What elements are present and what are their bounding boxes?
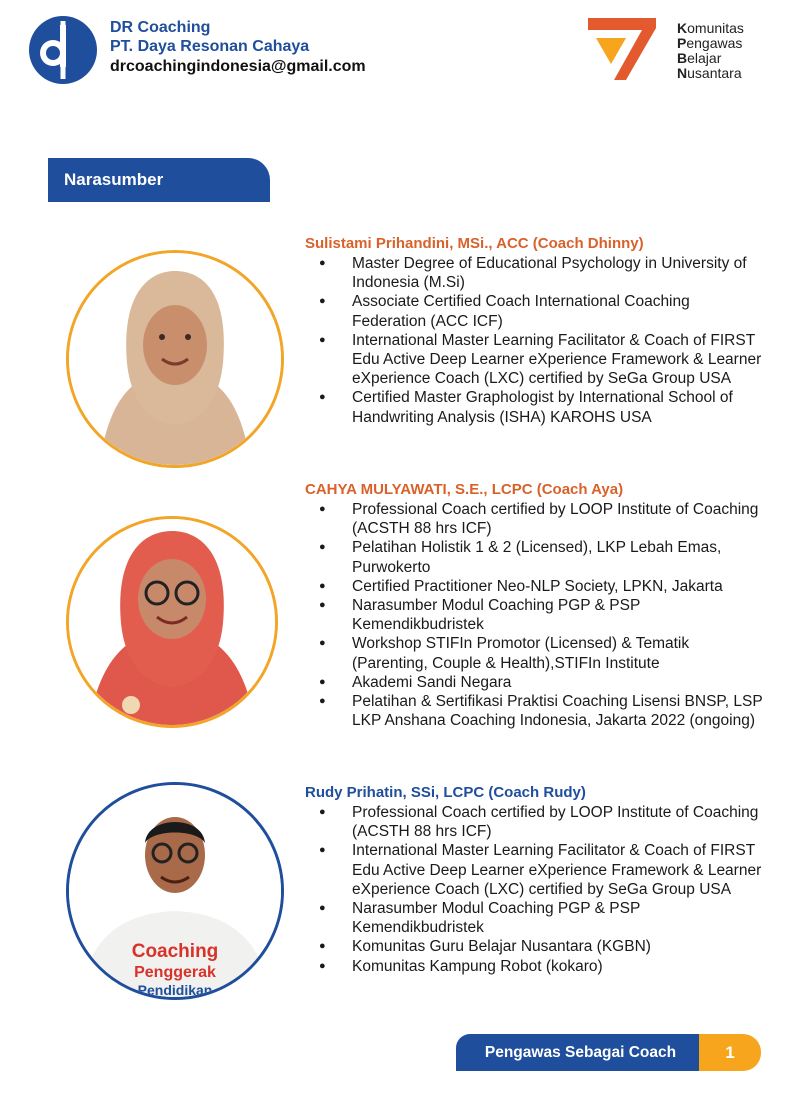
- org-company: PT. Daya Resonan Cahaya: [110, 38, 310, 55]
- kpbn-logo: [586, 16, 658, 82]
- shirt-text-3: Pendidikan: [137, 982, 213, 997]
- partner-line-2: Pengawas: [677, 35, 743, 51]
- speaker-3-photo: [66, 782, 284, 1000]
- speaker-2-name: CAHYA MULYAWATI, S.E., LCPC (Coach Aya): [305, 481, 624, 498]
- speaker-1-name: Sulistami Prihandini, MSi., ACC (Coach Dhinny): [305, 235, 644, 252]
- list-item: ● Associate Certified Coach International Coaching Federation (ACC ICF): [305, 292, 765, 330]
- list-item: ● Certified Practitioner Neo-NLP Society, LPKN, Jakarta: [305, 577, 765, 596]
- shirt-text-1: Coaching: [131, 941, 219, 962]
- list-item: ● Professional Coach certified by LOOP Institute of Coaching (ACSTH 88 hrs ICF): [305, 500, 765, 538]
- list-item: ● Narasumber Modul Coaching PGP & PSP Kemendikbudristek: [305, 899, 765, 937]
- partner-line-4: Nusantara: [677, 65, 742, 81]
- footer-bar: [456, 1034, 761, 1071]
- dr-coaching-logo: [26, 15, 100, 85]
- org-email: drcoachingindonesia@gmail.com: [110, 58, 366, 75]
- speaker-3-credentials: [305, 803, 765, 976]
- list-item: ● Narasumber Modul Coaching PGP & PSP Kemendikbudristek: [305, 596, 765, 634]
- partner-line-1: Komunitas: [677, 20, 744, 36]
- list-item: ● Certified Master Graphologist by International School of Handwriting Analysis (ISHA) KAROHS USA: [305, 388, 765, 426]
- section-label: Narasumber: [48, 158, 270, 202]
- speaker-2-credentials: [305, 500, 765, 730]
- list-item: ● Workshop STIFIn Promotor (Licensed) & Tematik (Parenting, Couple & Health),STIFIn Institute: [305, 634, 765, 672]
- list-item: ● Komunitas Guru Belajar Nusantara (KGBN): [305, 937, 765, 956]
- list-item: ● International Master Learning Facilitator & Coach of FIRST Edu Active Deep Learner eXperience Framework & Learner eXperience Coach (LXC) certified by SeGa Group USA: [305, 331, 765, 389]
- list-item: ● Komunitas Kampung Robot (kokaro): [305, 957, 765, 976]
- speaker-1-credentials: [305, 254, 765, 427]
- speaker-2-photo: [66, 516, 278, 728]
- org-name: DR Coaching: [110, 19, 211, 36]
- shirt-text-2: Penggerak: [134, 964, 216, 981]
- speaker-1-photo: [66, 250, 284, 468]
- footer-label: Pengawas Sebagai Coach: [456, 1034, 705, 1071]
- speaker-3-name: Rudy Prihatin, SSi, LCPC (Coach Rudy): [305, 784, 586, 801]
- list-item: ● Professional Coach certified by LOOP Institute of Coaching (ACSTH 88 hrs ICF): [305, 803, 765, 841]
- list-item: ● International Master Learning Facilitator & Coach of FIRST Edu Active Deep Learner eXperience Framework & Learner eXperience Coach (LXC) certified by SeGa Group USA: [305, 841, 765, 899]
- list-item: ● Master Degree of Educational Psychology in University of Indonesia (M.Si): [305, 254, 765, 292]
- list-item: ● Pelatihan & Sertifikasi Praktisi Coaching Lisensi BNSP, LSP LKP Anshana Coaching Indonesia, Jakarta 2022 (ongoing): [305, 692, 765, 730]
- list-item: ● Akademi Sandi Negara: [305, 673, 765, 692]
- page-number: 1: [699, 1034, 761, 1071]
- list-item: ● Pelatihan Holistik 1 & 2 (Licensed), LKP Lebah Emas, Purwokerto: [305, 538, 765, 576]
- partner-line-3: Belajar: [677, 50, 722, 66]
